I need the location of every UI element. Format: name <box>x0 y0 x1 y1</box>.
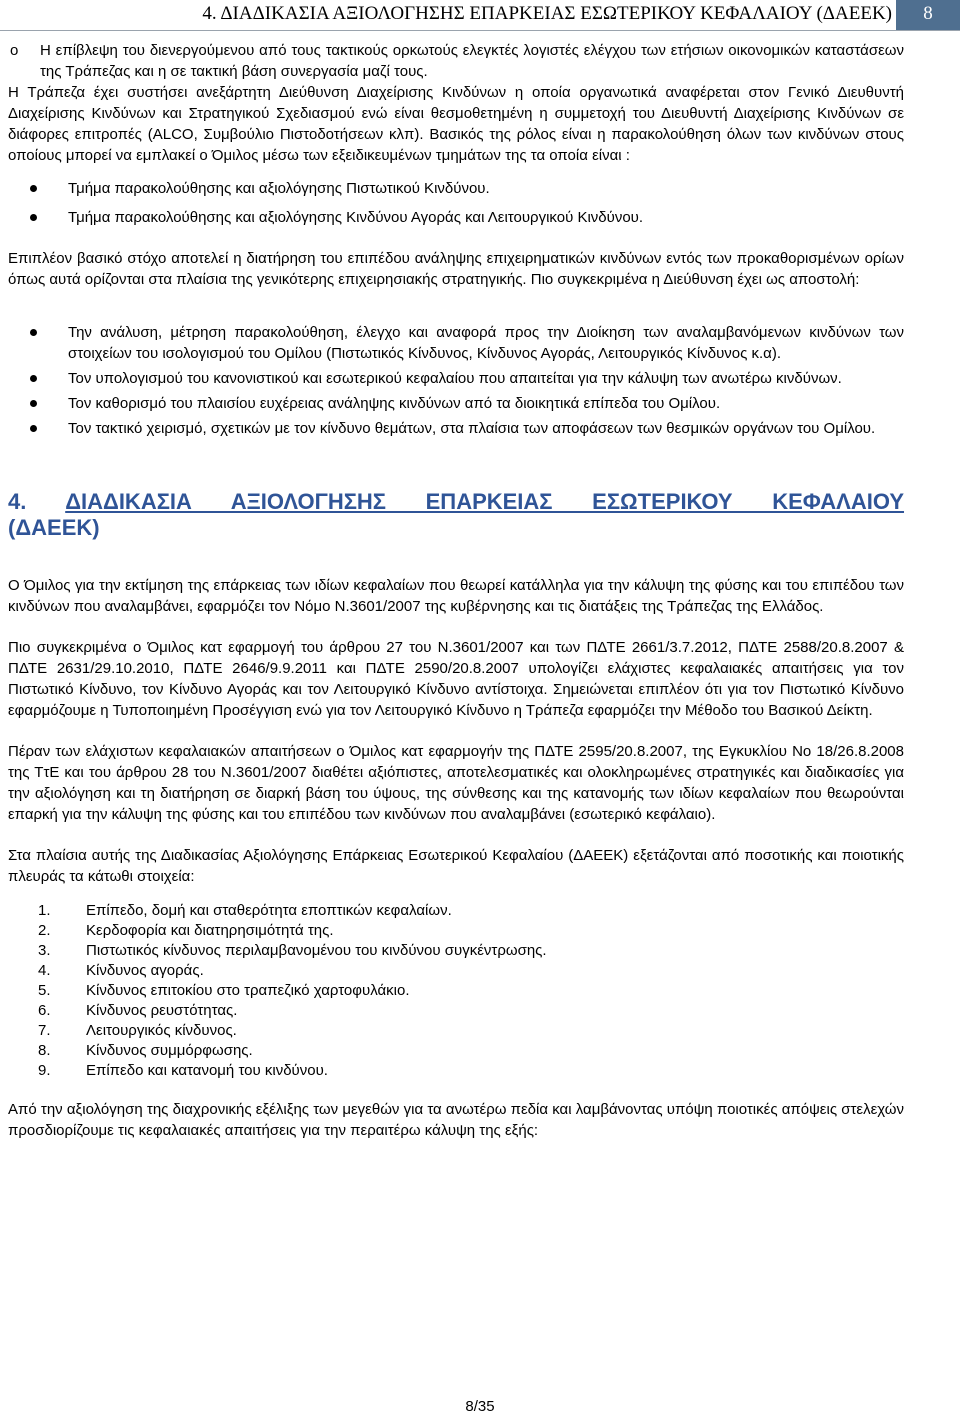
running-header-title: 4. ΔΙΑΔΙΚΑΣΙΑ ΑΞΙΟΛΟΓΗΣΗΣ ΕΠΑΡΚΕΙΑΣ ΕΣΩΤΕΡΙΚΟΥ ΚΕΦΑΛΑΙΟΥ (ΔΑΕΕΚ) <box>202 3 892 24</box>
list-item-text: Κίνδυνος επιτοκίου στο τραπεζικό χαρτοφυλάκιο. <box>86 982 410 999</box>
list-item <box>68 418 904 439</box>
icaap-elements-list <box>8 901 904 1081</box>
list-item-text: Κερδοφορία και διατηρησιμότητά της. <box>86 922 334 939</box>
circle-bullet-icon: o <box>10 42 19 59</box>
bullet-icon <box>30 329 37 336</box>
list-item <box>38 981 904 1001</box>
list-item <box>68 368 904 389</box>
list-item-text: Κίνδυνος συμμόρφωσης. <box>86 1042 253 1059</box>
paragraph-icaap-elements: Στα πλαίσια αυτής της Διαδικασίας Αξιολόγησης Επάρκειας Εσωτερικού Κεφαλαίου (ΔΑΕΕΚ) εξετάζονται από ποσοτικής και ποιοτικής πλευράς τα κάτωθι στοιχεία: <box>8 847 904 885</box>
intro-list <box>8 40 904 82</box>
list-item <box>38 921 904 941</box>
list-item <box>10 40 904 82</box>
list-item-text: Επίπεδο, δομή και σταθερότητα εποπτικών κεφαλαίων. <box>86 902 452 919</box>
list-item-text: Την ανάλυση, μέτρηση παρακολούθηση, έλεγχο και αναφορά προς την Διοίκηση των αναλαμβανόμενων κινδύνων των στοιχείων του ισολογισμού του Ομίλου (Πιστωτικός Κίνδυνος, Κίνδυνος Αγοράς, Λειτουργικός Κίνδυνος κ.α). <box>68 324 904 362</box>
list-item <box>38 1061 904 1081</box>
list-number: 3. <box>38 942 51 959</box>
bullet-icon <box>30 400 37 407</box>
list-item-text: Λειτουργικός κίνδυνος. <box>86 1022 237 1039</box>
paragraph-regulations: Πιο συγκεκριμένα ο Όμιλος κατ εφαρμογή του άρθρου 27 του Ν.3601/2007 και των ΠΔΤΕ 2661/3.7.2012, ΠΔΤΕ 2588/20.8.2007 & ΠΔΤΕ 2631/29.10.2010, ΠΔΤΕ 2646/9.9.2011 και ΠΔΤΕ 2590/20.8.2007 υπολογίζει ελάχιστες κεφαλαιακές απαιτήσεις για τον Πιστωτικό Κίνδυνο, τον Κίνδυνο Αγοράς και τον Λειτουργικό Κίνδυνο αντίστοιχα. Σημειώνεται επιπλέον ότι για τον Πιστωτικό Κίνδυνο εφαρμόζουμε η Τυποποιημένη Προσέγγιση ενώ για τον Λειτουργικό Κίνδυνο η Τράπεζα εφαρμόζει την Μέθοδο του Βασικού Δείκτη. <box>8 639 904 719</box>
bullet-icon <box>30 425 37 432</box>
section-title-line2: (ΔΑΕΕΚ) <box>8 515 100 540</box>
section-title-line1: ΔΙΑΔΙΚΑΣΙΑ ΑΞΙΟΛΟΓΗΣΗΣ ΕΠΑΡΚΕΙΑΣ ΕΣΩΤΕΡΙΚΟΥ ΚΕΦΑΛΑΙΟΥ <box>65 489 905 514</box>
paragraph-mission: Επιπλέον βασικό στόχο αποτελεί η διατήρηση του επιπέδου ανάληψης επιχειρηματικών κινδύνων εντός των προκαθορισμένων ορίων όπως αυτά ορίζονται στα πλαίσια της γενικότερης επιχειρησιακής στρατηγικής. Πιο συγκεκριμένα η Διεύθυνση έχει ως αποστολή: <box>8 250 904 288</box>
paragraph-risk-division: Η Τράπεζα έχει συστήσει ανεξάρτητη Διεύθυνση Διαχείρισης Κινδύνων η οποία οργανωτικά αναφέρεται στον Γενικό Διευθυντή Διαχείρισης Κινδύνων και Στρατηγικού Σχεδιασμού ενώ είναι θεσμοθετημένη η συμμετοχή του Διευθυντή Διαχείρισης Κινδύνων σε διάφορες επιτροπές (ALCO, Συμβούλιο Πιστοδοτήσεων κλπ). Βασικός της ρόλος είναι η παρακολούθηση όλων των κινδύνων στους οποίους μπορεί να εμπλακεί ο Όμιλος μέσω των εξειδικευμένων τμημάτων της τα οποία είναι : <box>8 84 904 164</box>
departments-list <box>8 178 904 228</box>
list-item <box>38 1021 904 1041</box>
list-item-text: Κίνδυνος αγοράς. <box>86 962 204 979</box>
paragraph-capital-adequacy: Ο Όμιλος για την εκτίμηση της επάρκειας των ιδίων κεφαλαίων που θεωρεί κατάλληλα για την κάλυψη της φύσης και του επιπέδου των κινδύνων που αναλαμβάνει, εφαρμόζει τον Νόμο Ν.3601/2007 της κυβέρνησης και τις διατάξεις της Τράπεζας της Ελλάδος. <box>8 577 904 615</box>
list-item <box>38 1001 904 1021</box>
running-header-page-number: 8 <box>896 0 960 30</box>
list-item-text: Τμήμα παρακολούθησης και αξιολόγησης Κινδύνου Αγοράς και Λειτουργικού Κινδύνου. <box>68 209 644 226</box>
list-item-text: Κίνδυνος ρευστότητας. <box>86 1002 238 1019</box>
list-number: 7. <box>38 1022 51 1039</box>
mission-list <box>8 322 904 439</box>
list-item <box>38 961 904 981</box>
list-item-text: Η επίβλεψη του διενεργούμενου από τους τακτικούς ορκωτούς ελεγκτές λογιστές ελέγχου των ετήσιων οικονομικών καταστάσεων της Τράπεζας και η σε τακτική βάση συνεργασία μαζί τους. <box>40 42 904 80</box>
list-item <box>38 901 904 921</box>
list-number: 9. <box>38 1062 51 1079</box>
list-item <box>68 207 904 228</box>
paragraph-internal-capital: Πέραν των ελάχιστων κεφαλαιακών απαιτήσεων ο Όμιλος κατ εφαρμογήν της ΠΔΤΕ 2595/20.8.2007, της Εγκυκλίου Νο 18/26.8.2008 της ΤτΕ και του άρθρου 28 του Ν.3601/2007 διαθέτει αξιόπιστες, αποτελεσματικές και ολοκληρωμένες στρατηγικές και διαδικασίες για την αξιολόγηση και τη διατήρηση σε διαρκή βάση του ύψους, της σύνθεσης και της κατανομής των ιδίων κεφαλαίων που θεωρούνται επαρκή για την κάλυψη της φύσης και του επιπέδου των κινδύνων που αναλαμβάνει (εσωτερικό κεφάλαιο). <box>8 743 904 823</box>
paragraph-assessment: Από την αξιολόγηση της διαχρονικής εξέλιξης των μεγεθών για τα ανωτέρω πεδία και λαμβάνοντας υπόψη ποιοτικές απόψεις στελεχών προσδιορίζουμε τις κεφαλαιακές απαιτήσεις για την περαιτέρω κάλυψη της εξής: <box>8 1101 904 1139</box>
list-item-text: Τον καθορισμό του πλαισίου ευχέρειας ανάληψης κινδύνων από τα διοικητικά επίπεδα του Ομίλου. <box>68 395 721 412</box>
bullet-icon <box>30 185 37 192</box>
list-number: 2. <box>38 922 51 939</box>
footer-page-number: 8/35 <box>465 1398 495 1415</box>
bullet-icon <box>30 375 37 382</box>
list-item <box>38 1041 904 1061</box>
section-heading <box>8 489 904 541</box>
page-content <box>8 40 904 1141</box>
list-item-text: Επίπεδο και κατανομή του κινδύνου. <box>86 1062 328 1079</box>
list-number: 6. <box>38 1002 51 1019</box>
list-number: 5. <box>38 982 51 999</box>
list-number: 8. <box>38 1042 51 1059</box>
running-header <box>0 0 960 31</box>
list-item-text: Τον υπολογισμού του κανονιστικού και εσωτερικού κεφαλαίου που απαιτείται για την κάλυψη των ανωτέρω κινδύνων. <box>68 370 842 387</box>
list-item-text: Τμήμα παρακολούθησης και αξιολόγησης Πιστωτικού Κινδύνου. <box>68 180 490 197</box>
bullet-icon <box>30 214 37 221</box>
list-item <box>68 393 904 414</box>
list-number: 4. <box>38 962 51 979</box>
list-item <box>38 941 904 961</box>
page-footer <box>0 1398 960 1416</box>
section-number: 4. <box>8 489 27 514</box>
list-item-text: Τον τακτικό χειρισμό, σχετικών με τον κίνδυνο θεμάτων, στα πλαίσια των αποφάσεων των θεσμικών οργάνων του Ομίλου. <box>68 420 876 437</box>
list-number: 1. <box>38 902 51 919</box>
list-item <box>68 178 904 199</box>
list-item-text: Πιστωτικός κίνδυνος περιλαμβανομένου του κινδύνου συγκέντρωσης. <box>86 942 547 959</box>
list-item <box>68 322 904 364</box>
